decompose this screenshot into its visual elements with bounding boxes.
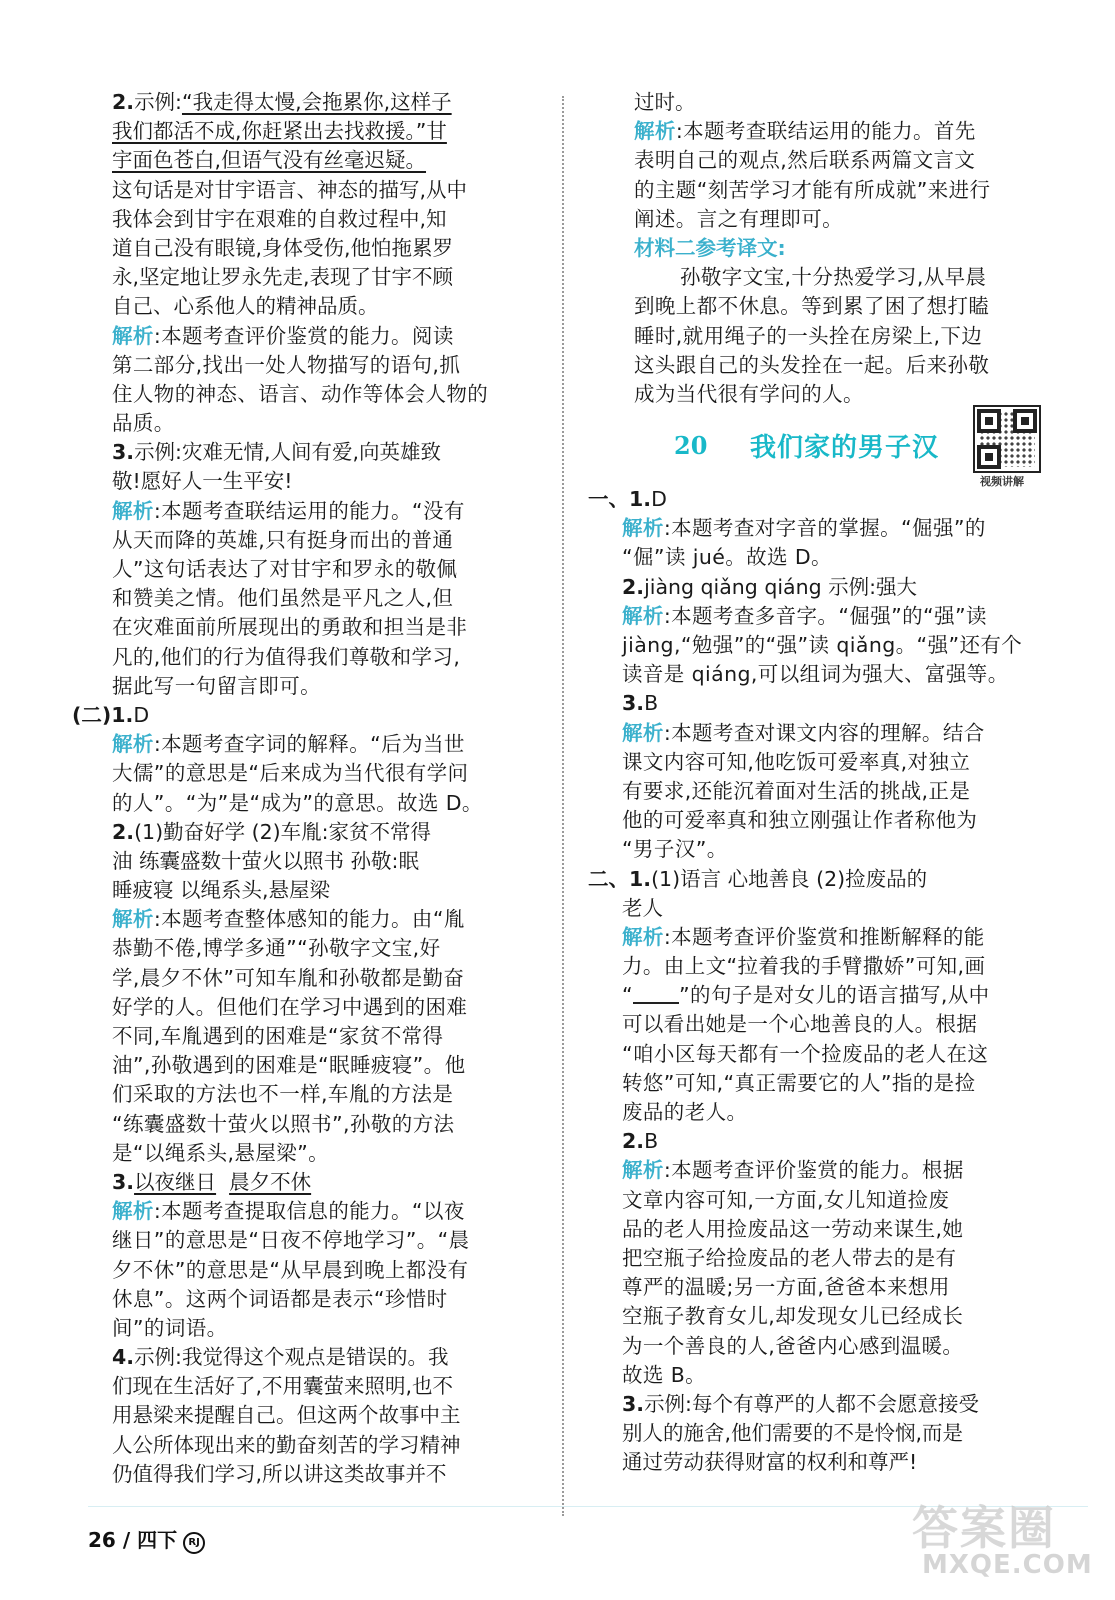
analysis-text: :本题考查对课文内容的理解。结合 (663, 720, 985, 745)
analysis-line (112, 497, 542, 526)
analysis-label: 解析 (622, 603, 664, 628)
analysis-text: :本题考查联结运用的能力。“没有 (153, 498, 465, 523)
qr-code-icon[interactable] (973, 405, 1041, 473)
page-number: 26 (88, 1528, 116, 1552)
answer-line: 油 练囊盛数十萤火以照书 孙敬:眠 (112, 848, 419, 873)
answer-line: 敬!愿好人一生平安! (112, 469, 293, 494)
analysis-line: 废品的老人。 (622, 1100, 748, 1124)
lesson-header (588, 411, 1048, 489)
answer-line: 通过劳动获得财富的权利和尊严! (622, 1450, 918, 1475)
question-number: 3. (112, 1169, 135, 1194)
section-label: 一、 (588, 487, 629, 512)
analysis-line: 读音是 qiáng,可以组词为强大、富强等。 (622, 662, 1009, 687)
analysis-label: 解析 (622, 924, 664, 949)
answer-line (112, 438, 542, 467)
analysis-line: 力。由上文“拉着我的手臂撒娇”可知,画 (622, 954, 986, 979)
analysis-line: 有要求,还能沉着面对生活的挑战,正是 (622, 778, 971, 803)
answer-line: 睡疲寝 以绳系头,悬屋梁 (112, 878, 331, 903)
analysis-line: 故选 B。 (622, 1362, 707, 1387)
answer-line: 自己、心系他人的精神品质。 (112, 294, 379, 319)
analysis-line: “倔”读 jué。故选 D。 (622, 545, 832, 570)
section-label: (二) (72, 702, 112, 727)
analysis-line: 第二部分,找出一处人物描写的语句,抓 (112, 352, 461, 377)
analysis-line: “男子汉”。 (622, 837, 728, 862)
answer-text: 示例:每个有尊严的人都不会愿意接受 (644, 1391, 979, 1416)
analysis-line: 尊严的温暖;另一方面,爸爸本来想用 (622, 1275, 950, 1300)
answer-text: 示例:灾难无情,人间有爱,向英雄致 (134, 440, 442, 465)
translation-line: 到晚上都不休息。等到累了困了想打瞌 (634, 294, 990, 319)
analysis-line: 文章内容可知,一方面,女儿知道捡废 (622, 1187, 950, 1212)
answer-line: 我体会到甘宇在艰难的自救过程中,知 (112, 206, 447, 231)
analysis-line: 恭勤不倦,博学多通”“孙敬字文宝,好 (112, 936, 441, 961)
underlined-answer: 宇面色苍白,但语气没有丝毫迟疑。 (112, 148, 427, 173)
analysis-line: 油”,孙敬遇到的困难是“眠睡疲寝”。他 (112, 1053, 466, 1078)
analysis-line: 把空瓶子给捡废品的老人带去的是有 (622, 1245, 957, 1270)
analysis-line: “咱小区每天都有一个捡废品的老人在这 (622, 1041, 989, 1066)
analysis-line: 好学的人。但他们在学习中遇到的困难 (112, 994, 468, 1019)
analysis-line: jiàng,“勉强”的“强”读 qiǎng。“强”还有个 (622, 633, 1023, 657)
analysis-line: 品的老人用捡废品这一劳动来谋生,她 (622, 1216, 964, 1241)
analysis-line (588, 1156, 1048, 1185)
analysis-line: 间”的词语。 (112, 1315, 228, 1340)
analysis-line: 人”这句话表达了对甘宇和罗永的敬佩 (112, 557, 458, 581)
question-number: 2. (112, 819, 135, 844)
analysis-text: :本题考查多音字。“倔强”的“强”读 (663, 603, 987, 628)
answer-line: 过时。 (634, 90, 696, 114)
translation-heading (588, 234, 1048, 263)
edition-badge: RJ (183, 1532, 205, 1554)
answer-text: D (651, 487, 667, 512)
analysis-line: 休息”。这两个词语都是表示“珍惜时 (112, 1286, 448, 1311)
analysis-line: 住人物的神态、语言、动作等体会人物的 (112, 381, 489, 406)
answer-line (112, 1343, 542, 1372)
translation-line: 这头跟自己的头发拴在一起。后来孙敬 (634, 352, 990, 377)
analysis-label: 解析 (112, 498, 154, 523)
analysis-line (588, 514, 1048, 543)
answer-text: 示例:我觉得这个观点是错误的。我 (134, 1345, 449, 1370)
answer-text: B (644, 1129, 659, 1154)
answer-line: 我们都活不成,你赶紧出去找救援。”甘 (112, 119, 447, 144)
underlined-answer: 以夜继日 (134, 1169, 217, 1194)
answer-text: (1)语言 心地善良 (2)捡废品的 (651, 866, 928, 891)
analysis-line: 们采取的方法也不一样,车胤的方法是 (112, 1082, 454, 1107)
analysis-line: 课文内容可知,他吃饭可爱率真,对独立 (622, 749, 971, 774)
analysis-line (112, 322, 542, 351)
section-heading (588, 865, 1048, 894)
answer-text: D (133, 702, 150, 727)
answer-line: 永,坚定地让罗永先走,表现了甘宇不顾 (112, 265, 454, 290)
analysis-text: :本题考查评价鉴赏和推断解释的能 (663, 924, 985, 949)
answer-line: 仍值得我们学习,所以讲这类故事并不 (112, 1461, 447, 1486)
answer-line: 道自己没有眼镜,身体受伤,他怕拖累罗 (112, 235, 454, 260)
answer-text: jiàng qiǎng qiáng 示例:强大 (644, 574, 918, 599)
analysis-line: 夕不休”的意思是“从早晨到晚上都没有 (112, 1257, 469, 1282)
analysis-line: 阐述。言之有理即可。 (634, 206, 843, 231)
analysis-line (112, 905, 542, 934)
analysis-line: 学,晨夕不休”可知车胤和孙敬都是勤奋 (112, 965, 465, 990)
analysis-line: 他的可爱率真和独立刚强让作者称他为 (622, 808, 978, 833)
analysis-line: “练囊盛数十萤火以照书”,孙敬的方法 (112, 1111, 455, 1136)
analysis-line: 空瓶子教育女儿,却发现女儿已经成长 (622, 1304, 964, 1329)
question-number: 1. (629, 487, 652, 512)
answer-line (588, 1390, 1048, 1419)
section-heading (588, 485, 1048, 514)
analysis-line: 和赞美之情。他们虽然是平凡之人,但 (112, 586, 454, 611)
answer-line (112, 818, 542, 847)
lesson-number: 20 (674, 431, 708, 461)
section-heading (72, 701, 542, 730)
analysis-line (588, 117, 1048, 146)
question-number: 3. (622, 1391, 645, 1416)
answer-line: 人公所体现出来的勤奋刻苦的学习精神 (112, 1432, 461, 1457)
analysis-line: 不同,车胤遇到的困难是“家贫不常得 (112, 1024, 444, 1048)
section-label: 二、 (588, 866, 629, 891)
analysis-text: “ (622, 983, 634, 1008)
analysis-label: 解析 (112, 732, 154, 757)
answer-line: 别人的施舍,他们需要的不是怜悯,而是 (622, 1421, 964, 1446)
answer-line: 们现在生活好了,不用囊萤来照明,也不 (112, 1374, 454, 1399)
analysis-line: 据此写一句留言即可。 (112, 673, 321, 698)
answer-line (112, 88, 542, 117)
analysis-label: 解析 (112, 1199, 154, 1224)
question-number: 2. (622, 574, 645, 599)
analysis-text: :本题考查联结运用的能力。首先 (675, 119, 976, 144)
question-number: 3. (112, 440, 135, 465)
analysis-line (588, 719, 1048, 748)
analysis-line: 品质。 (112, 411, 175, 436)
left-column (72, 88, 542, 1489)
fill-blank (633, 982, 679, 1004)
watermark-top: 答案圈 (912, 1501, 1056, 1555)
analysis-text: ”的句子是对女儿的语言描写,从中 (679, 983, 990, 1008)
right-column (588, 88, 1048, 1477)
underlined-answer: “我走得太慢,会拖累你,这样子 (181, 90, 452, 114)
answer-line (588, 689, 1048, 718)
question-number: 2. (112, 90, 135, 114)
question-number: 2. (622, 1129, 645, 1154)
translation-line: 孙敬字文宝,十分热爱学习,从早晨 (680, 265, 987, 290)
question-number: 1. (629, 866, 652, 891)
answer-line: 这句话是对甘宇语言、神态的描写,从中 (112, 177, 468, 202)
analysis-line: 表明自己的观点,然后联系两篇文言文 (634, 148, 976, 173)
answer-line: 老人 (622, 895, 663, 920)
analysis-label: 解析 (622, 516, 664, 541)
analysis-line: 大儒”的意思是“后来成为当代很有学问 (112, 761, 469, 786)
qr-label: 视频讲解 (980, 475, 1024, 489)
analysis-line (112, 1197, 542, 1226)
analysis-label: 解析 (112, 907, 154, 932)
translation-label: 材料二参考译文: (634, 235, 786, 260)
analysis-line (588, 923, 1048, 952)
watermark-logo (902, 1492, 1102, 1592)
analysis-text: :本题考查提取信息的能力。“以夜 (153, 1199, 465, 1224)
analysis-line: 从天而降的英雄,只有挺身而出的普通 (112, 527, 454, 552)
question-number: 1. (111, 702, 134, 727)
analysis-line: 继日”的意思是“日夜不停地学习”。“晨 (112, 1228, 470, 1253)
analysis-line: 凡的,他们的行为值得我们尊敬和学习, (112, 644, 461, 669)
analysis-label: 解析 (622, 720, 664, 745)
watermark-url: MXQE.COM (922, 1550, 1093, 1580)
analysis-line: 的主题“刻苦学习才能有所成就”来进行 (634, 177, 991, 202)
lesson-title: 我们家的男子汉 (750, 433, 940, 464)
answer-text: B (644, 691, 659, 716)
analysis-label: 解析 (112, 323, 154, 348)
analysis-text: :本题考查整体感知的能力。由“胤 (153, 907, 465, 932)
analysis-line (112, 730, 542, 759)
analysis-text: :本题考查评价鉴赏的能力。根据 (663, 1158, 964, 1183)
underlined-answer: 晨夕不休 (229, 1169, 312, 1194)
answer-text: (1)勤奋好学 (2)车胤:家贫不常得 (134, 819, 432, 844)
analysis-line (588, 981, 1048, 1010)
answer-prefix: 示例: (134, 90, 182, 114)
column-divider (562, 96, 564, 1516)
page-footer (88, 1520, 205, 1560)
answer-line (588, 1127, 1048, 1156)
analysis-line: 为一个善良的人,爸爸内心感到温暖。 (622, 1333, 964, 1358)
answer-line: 用悬梁来提醒自己。但这两个故事中主 (112, 1403, 461, 1428)
answer-line (112, 146, 542, 175)
grade-label: 四下 (137, 1528, 178, 1552)
analysis-label: 解析 (634, 119, 676, 144)
answer-line (588, 573, 1048, 602)
analysis-text: :本题考查对字音的掌握。“倔强”的 (663, 516, 986, 541)
analysis-line: 是“以绳系头,悬屋梁”。 (112, 1140, 330, 1165)
analysis-line (588, 602, 1048, 631)
analysis-line: 转悠”可知,“真正需要它的人”指的是捡 (622, 1070, 976, 1095)
question-number: 4. (112, 1345, 135, 1370)
analysis-text: :本题考查评价鉴赏的能力。阅读 (153, 323, 454, 348)
analysis-text: :本题考查字词的解释。“后为当世 (153, 732, 465, 757)
analysis-line: 的人”。“为”是“成为”的意思。故选 D。 (112, 790, 483, 815)
question-number: 3. (622, 691, 645, 716)
translation-line: 睡时,就用绳子的一头拴在房梁上,下边 (634, 323, 983, 348)
answer-line (112, 1168, 542, 1197)
footer-separator: / (122, 1528, 131, 1552)
translation-line: 成为当代很有学问的人。 (634, 381, 864, 406)
analysis-line: 可以看出她是一个心地善良的人。根据 (622, 1012, 978, 1037)
analysis-label: 解析 (622, 1158, 664, 1183)
analysis-line: 在灾难面前所展现出的勇敢和担当是非 (112, 615, 468, 640)
